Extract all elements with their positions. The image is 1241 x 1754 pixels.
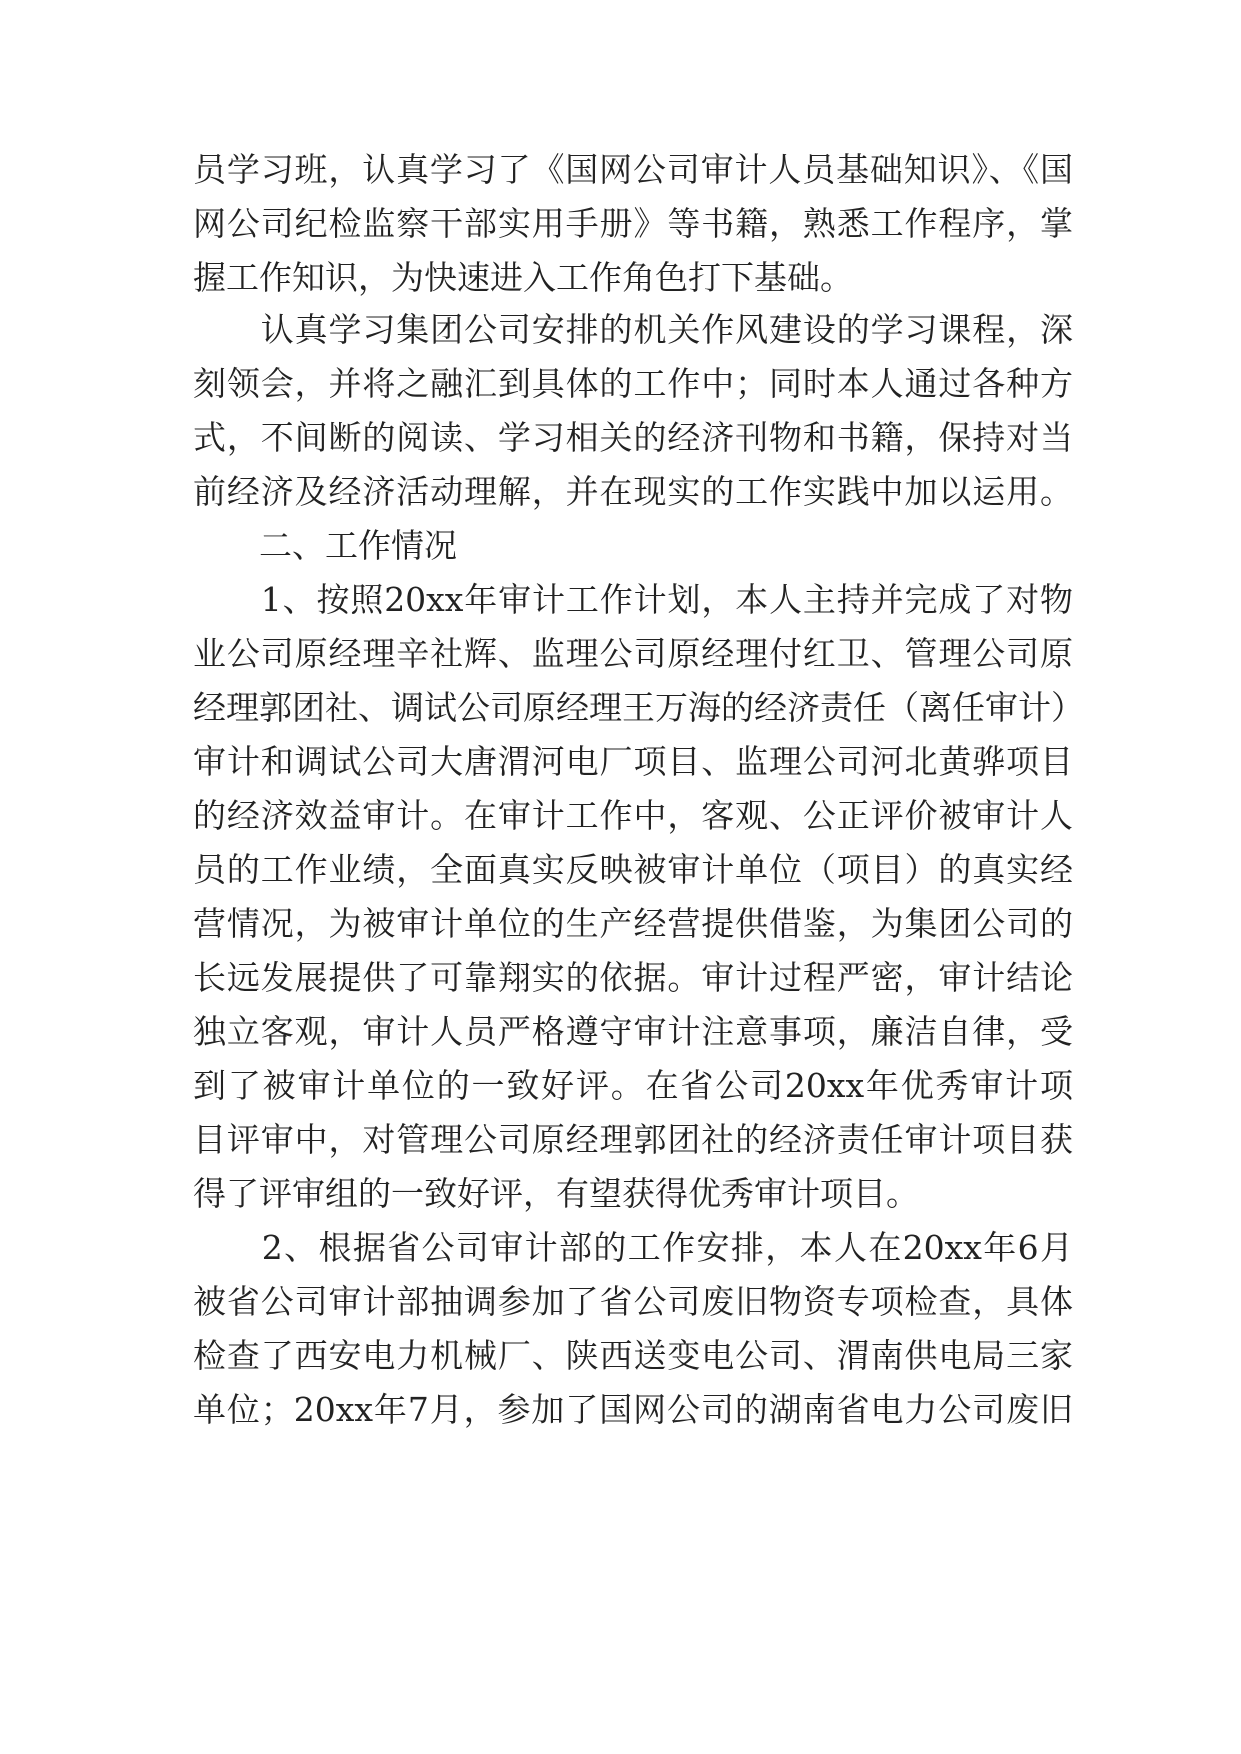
text-line: 员的工作业绩，全面真实反映被审计单位（项目）的真实经 xyxy=(193,850,1073,889)
text-line: 刻领会，并将之融汇到具体的工作中；同时本人通过各种方 xyxy=(193,364,1073,403)
text-line: 1、按照20xx年审计工作计划，本人主持并完成了对物 xyxy=(193,580,1073,619)
text-line: 单位；20xx年7月，参加了国网公司的湖南省电力公司废旧 xyxy=(193,1390,1073,1429)
text-line: 的经济效益审计。在审计工作中，客观、公正评价被审计人 xyxy=(193,796,1073,835)
text-line: 式，不间断的阅读、学习相关的经济刊物和书籍，保持对当 xyxy=(193,418,1073,457)
text-line: 经理郭团社、调试公司原经理王万海的经济责任（离任审计） xyxy=(193,688,1084,727)
text-line: 前经济及经济活动理解，并在现实的工作实践中加以运用。 xyxy=(193,472,1073,511)
text-line: 业公司原经理辛社辉、监理公司原经理付红卫、管理公司原 xyxy=(193,634,1073,673)
text-line: 检查了西安电力机械厂、陕西送变电公司、渭南供电局三家 xyxy=(193,1336,1073,1375)
text-line: 到了被审计单位的一致好评。在省公司20xx年优秀审计项 xyxy=(193,1066,1073,1105)
text-line: 被省公司审计部抽调参加了省公司废旧物资专项检查，具体 xyxy=(193,1282,1073,1321)
text-line: 2、根据省公司审计部的工作安排，本人在20xx年6月 xyxy=(193,1228,1073,1267)
text-line: 认真学习集团公司安排的机关作风建设的学习课程，深 xyxy=(193,310,1073,349)
text-line: 目评审中，对管理公司原经理郭团社的经济责任审计项目获 xyxy=(193,1120,1073,1159)
text-line: 审计和调试公司大唐渭河电厂项目、监理公司河北黄骅项目 xyxy=(193,742,1073,781)
text-line: 独立客观，审计人员严格遵守审计注意事项，廉洁自律，受 xyxy=(193,1012,1073,1051)
section-heading: 二、工作情况 xyxy=(193,526,457,565)
text-line: 长远发展提供了可靠翔实的依据。审计过程严密，审计结论 xyxy=(193,958,1073,997)
text-line: 员学习班，认真学习了《国网公司审计人员基础知识》、《国 xyxy=(193,150,1073,189)
text-line: 网公司纪检监察干部实用手册》等书籍，熟悉工作程序，掌 xyxy=(193,204,1073,243)
text-line: 得了评审组的一致好评，有望获得优秀审计项目。 xyxy=(193,1174,919,1213)
text-line: 营情况，为被审计单位的生产经营提供借鉴，为集团公司的 xyxy=(193,904,1073,943)
text-line: 握工作知识，为快速进入工作角色打下基础。 xyxy=(193,258,853,297)
